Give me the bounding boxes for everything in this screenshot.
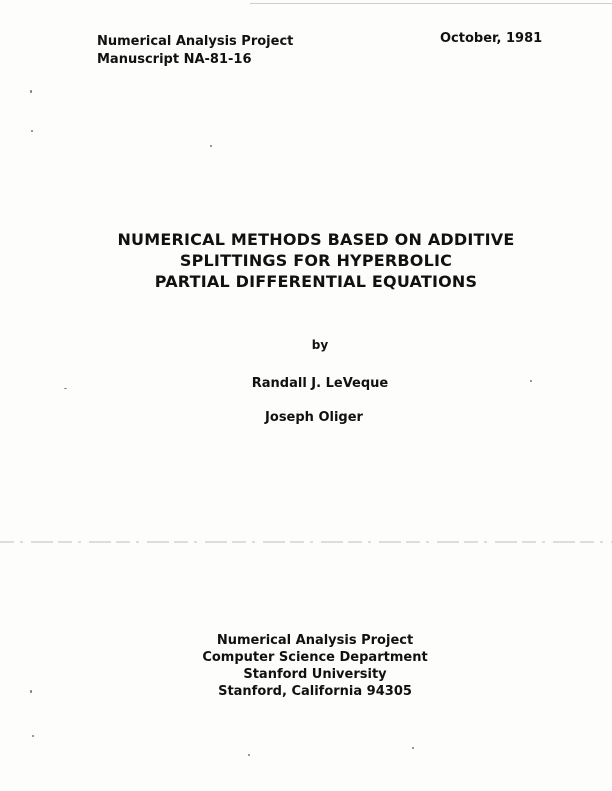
scan-speck [31, 130, 33, 132]
project-name: Numerical Analysis Project [97, 34, 294, 49]
affiliation-department: Computer Science Department [202, 650, 428, 665]
scan-speck [412, 747, 414, 749]
report-date: October, 1981 [440, 31, 543, 46]
author-oliger: Joseph Oliger [265, 410, 363, 425]
scan-speck [210, 145, 212, 147]
scan-speck [64, 388, 67, 389]
manuscript-number: Manuscript NA-81-16 [97, 52, 252, 67]
report-series-header [97, 33, 293, 69]
title-line-3: PARTIAL DIFFERENTIAL EQUATIONS [154, 272, 478, 291]
author-leveque: Randall J. LeVeque [251, 376, 389, 391]
title-line-1: NUMERICAL METHODS BASED ON ADDITIVE [117, 230, 515, 249]
scan-artifact-line [0, 541, 612, 543]
scan-edge-line [250, 3, 612, 4]
scan-speck [530, 380, 532, 382]
by-label: by [311, 338, 329, 352]
scan-speck [30, 90, 32, 93]
affiliation-block [190, 632, 440, 700]
scan-speck [30, 690, 32, 693]
affiliation-address: Stanford, California 94305 [218, 684, 412, 699]
scan-speck [32, 735, 34, 737]
affiliation-university: Stanford University [243, 667, 387, 682]
scan-speck [248, 754, 250, 756]
document-title [100, 229, 532, 292]
title-line-2: SPLITTINGS FOR HYPERBOLIC [179, 251, 453, 270]
affiliation-project: Numerical Analysis Project [216, 633, 414, 648]
